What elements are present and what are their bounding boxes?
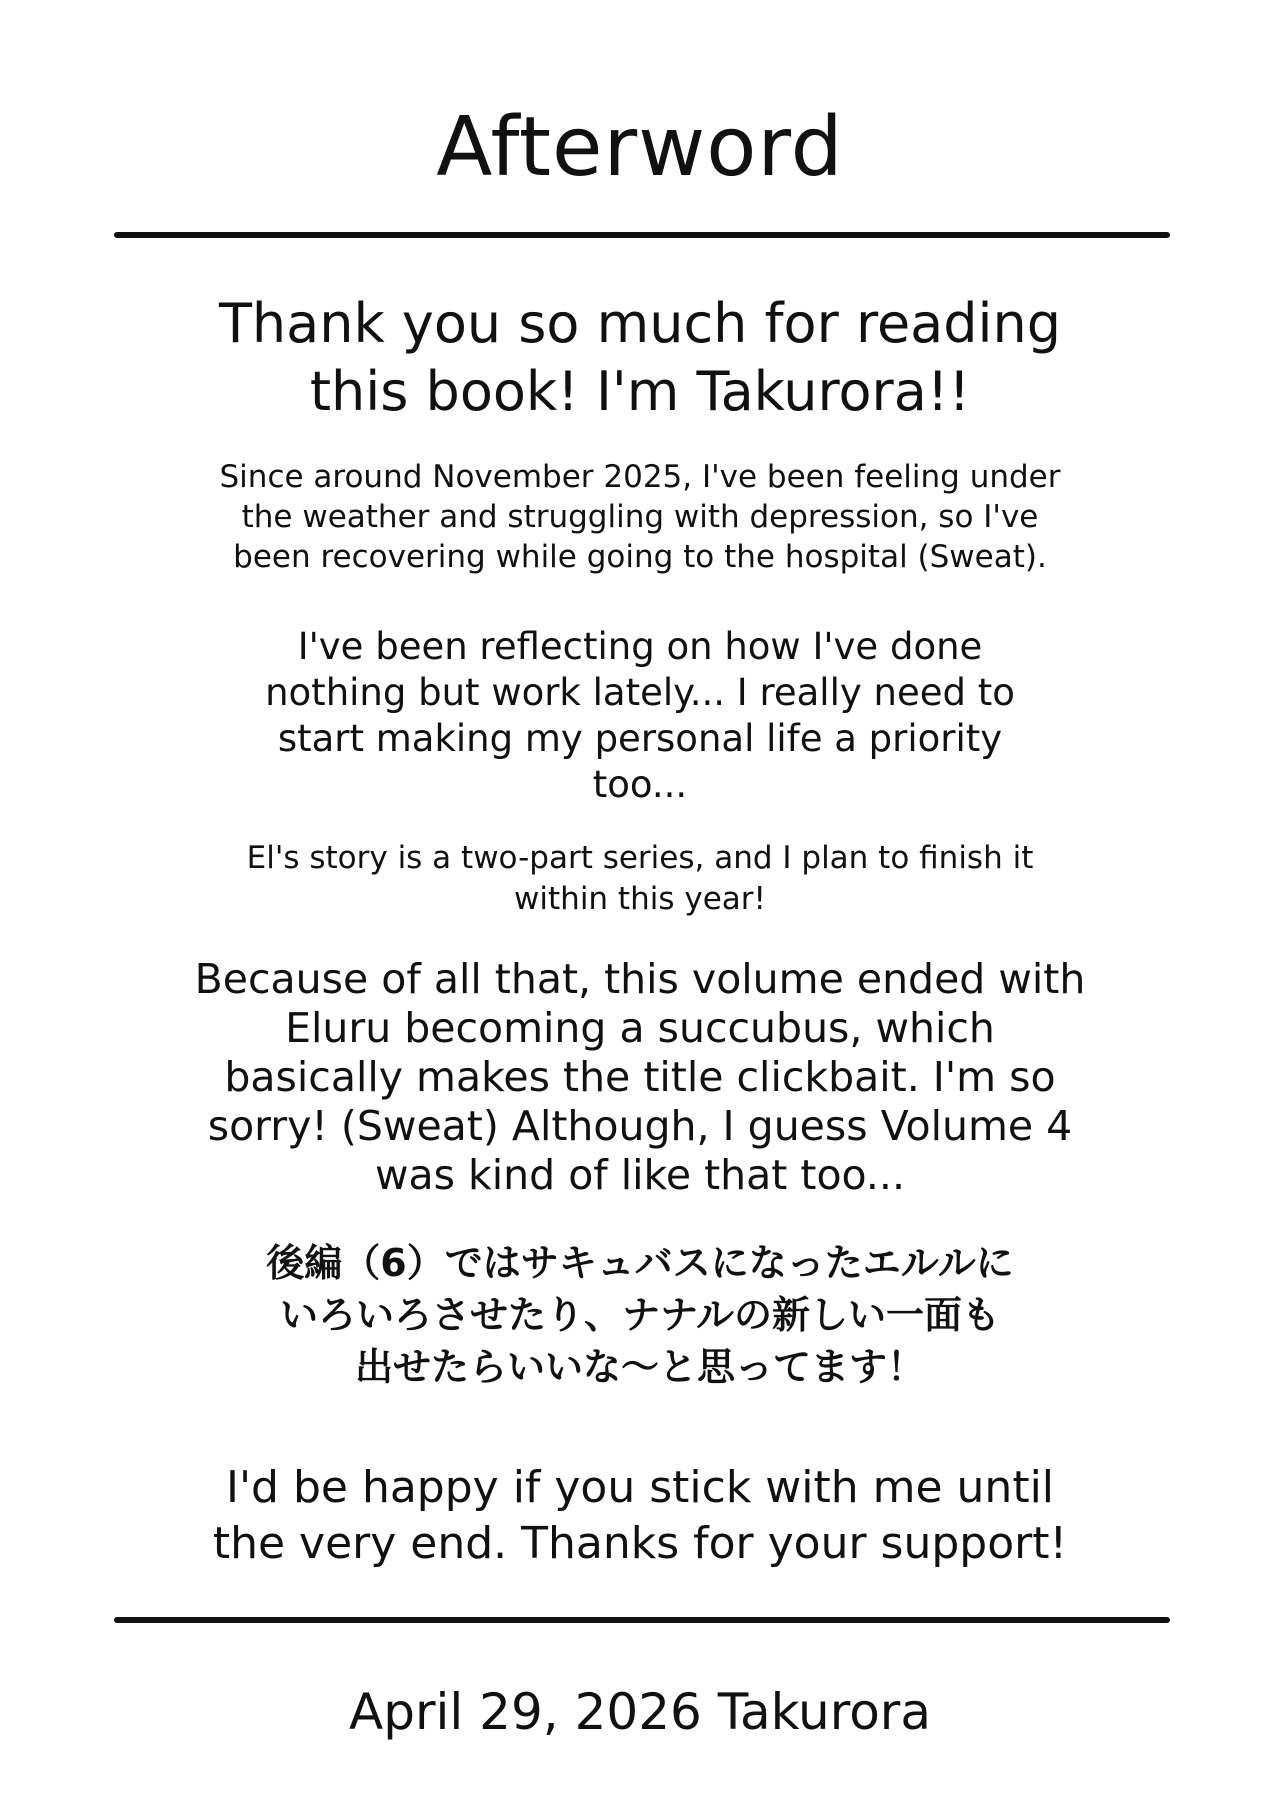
paragraph-japanese-note: 後編（6）ではサキュバスになったエルルに いろいろさせたり、ナナルの新しい一面も 出せたらいいな～と思ってます！: [266, 1241, 1014, 1389]
paragraph-health: Since around November 2025, I've been feeling under the weather and struggling with depression, so I've been recovering while going to the hospital (Sweat).: [219, 459, 1061, 575]
paragraph-reflection: I've been reflecting on how I've done nothing but work lately... I really need to start making my personal life a priority too...: [265, 625, 1015, 806]
page-title: Afterword: [436, 100, 844, 195]
paragraph-series-plan: El's story is a two-part series, and I plan to finish it within this year!: [246, 840, 1034, 917]
paragraph-apology: Because of all that, this volume ended with Eluru becoming a succubus, which basically makes the title clickbait. I'm so sorry! (Sweat) Although, I guess Volume 4 was kind of like that too...: [194, 955, 1086, 1199]
bottom-divider: [114, 1617, 1170, 1623]
signature-date: April 29, 2026 Takurora: [349, 1683, 931, 1741]
top-divider: [114, 232, 1170, 238]
greeting-text: Thank you so much for reading this book! I'm Takurora!!: [218, 292, 1062, 423]
closing-text: I'd be happy if you stick with me until the very end. Thanks for your support!: [212, 1462, 1068, 1569]
